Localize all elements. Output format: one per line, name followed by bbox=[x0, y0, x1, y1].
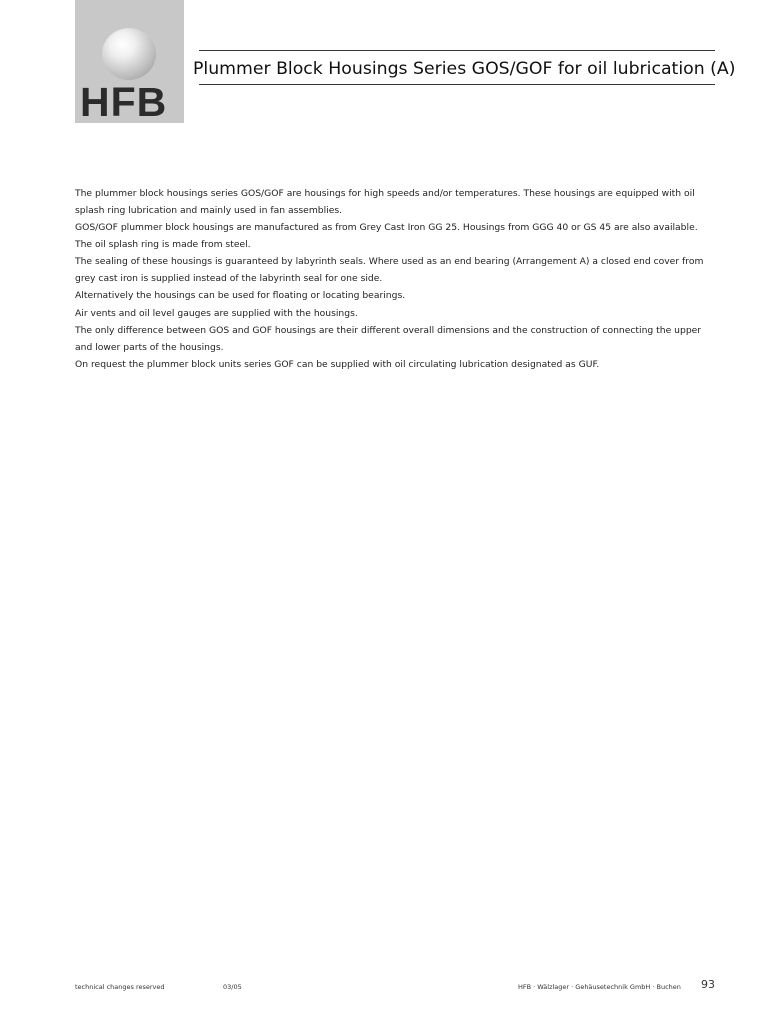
paragraph: The sealing of these housings is guaranteed by labyrinth seals. Where used as an end bearing (Arrangement A) a closed end cover from grey cast iron is supplied instead of the labyrinth seal for one side. bbox=[75, 256, 704, 284]
footer-date: 03/05 bbox=[223, 983, 242, 991]
paragraph: GOS/GOF plummer block housings are manufactured as from Grey Cast Iron GG 25. Housings from GGG 40 or GS 45 are also available. The oil splash ring is made from steel. bbox=[75, 222, 698, 250]
logo bbox=[75, 0, 184, 123]
page-number: 93 bbox=[701, 978, 715, 991]
paragraph: The plummer block housings series GOS/GOF are housings for high speeds and/or temperatures. These housings are equipped with oil splash ring lubrication and mainly used in fan assemblies. bbox=[75, 188, 695, 216]
paragraph: The only difference between GOS and GOF housings are their different overall dimensions and the construction of connecting the upper and lower parts of the housings. bbox=[75, 325, 702, 353]
paragraph: Alternatively the housings can be used for floating or locating bearings. bbox=[75, 290, 406, 301]
body-text bbox=[75, 186, 715, 375]
logo-sphere-icon bbox=[102, 28, 156, 80]
header-rule-bottom bbox=[199, 84, 715, 85]
page-title: Plummer Block Housings Series GOS/GOF for oil lubrication (A) bbox=[193, 59, 736, 79]
footer-note: technical changes reserved bbox=[75, 983, 165, 991]
header-rule-top bbox=[199, 50, 715, 51]
footer-company: HFB · Wälzlager · Gehäusetechnik GmbH · Buchen bbox=[518, 983, 681, 991]
logo-text: HFB bbox=[80, 79, 168, 125]
paragraph: Air vents and oil level gauges are supplied with the housings. bbox=[75, 307, 358, 319]
paragraph: On request the plummer block units series GOF can be supplied with oil circulating lubrication designated as GUF. bbox=[75, 359, 600, 370]
